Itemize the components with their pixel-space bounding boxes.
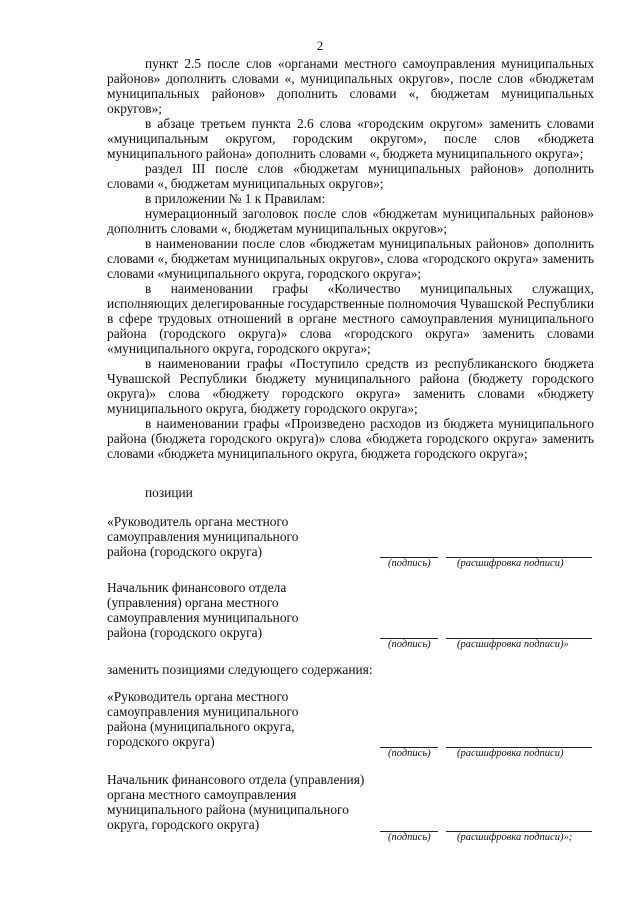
paragraph: пункт 2.5 после слов «органами местного самоуправления муниципальных районов» дополнить словами «, муниципальных округов», после слов «бюджетам муниципальных районов» дополнить словами «, бюджетам муниципальных округов»; <box>107 56 594 116</box>
page-number: 2 <box>316 38 324 53</box>
paragraph: в приложении № 1 к Правилам: <box>145 191 326 206</box>
position-line: района (муниципального округа, <box>107 719 295 734</box>
decoding-caption: (расшифровка подписи)»; <box>457 832 573 843</box>
paragraph: в наименовании графы «Произведено расходов из бюджета муниципального района (бюджета городского округа)» слова «бюджета городского округа» заменить словами «бюджета муниципального округа, бюджета городского округа»; <box>107 416 594 461</box>
position-line: городского округа) <box>107 734 215 749</box>
old-head-position <box>107 514 298 559</box>
replace-instruction: заменить позициями следующего содержания: <box>107 662 373 677</box>
paragraph: в наименовании графы «Поступило средств из республиканского бюджета Чувашской Республики бюджету муниципального района (бюджету городского округа)» слова «бюджету городского округа» заменить словами «бюджету муниципального округа, бюджету городского округа»; <box>107 356 594 416</box>
new-finance-position <box>107 772 364 832</box>
signature-caption: (подпись) <box>388 558 431 569</box>
positions-word: позиции <box>145 485 193 500</box>
old-finance-position <box>107 580 298 640</box>
paragraph: в абзаце третьем пункта 2.6 слова «городским округом» заменить словами «муниципальным округом, городским округом», после слов «бюджета муниципального района» дополнить словами «, бюджета муниципального округа»; <box>107 116 594 161</box>
position-line: самоуправления муниципального <box>107 704 299 719</box>
decoding-caption: (расшифровка подписи) <box>457 748 564 759</box>
position-line: самоуправления муниципального <box>107 529 299 544</box>
signature-caption: (подпись) <box>388 832 431 843</box>
paragraph: нумерационный заголовок после слов «бюджетам муниципальных районов» дополнить словами «, бюджетам муниципальных округов»; <box>107 206 594 236</box>
position-line: района (городского округа) <box>107 544 263 559</box>
position-line: Начальник финансового отдела <box>107 580 287 595</box>
paragraph: в наименовании графы «Количество муниципальных служащих, исполняющих делегированные государственные полномочия Чувашской Республики в сфере трудовых отношений в органе местного самоуправления муниципального района (городского округа)» слова «городского округа» заменить словами «муниципального округа, городского округа»; <box>107 281 594 356</box>
new-head-position <box>107 689 298 749</box>
decoding-caption: (расшифровка подписи) <box>457 558 564 569</box>
amendment-text <box>107 56 594 461</box>
position-line: органа местного самоуправления <box>107 787 297 802</box>
paragraph: в наименовании после слов «бюджетам муниципальных районов» дополнить словами «, бюджетам муниципальных округов», слова «городского округа» заменить словами «муниципального округа, городского округа»; <box>107 236 594 281</box>
position-line: округа, городского округа) <box>107 817 260 832</box>
position-line: Начальник финансового отдела (управления) <box>107 772 365 787</box>
decoding-caption: (расшифровка подписи)» <box>457 639 569 650</box>
position-line: района (городского округа) <box>107 625 263 640</box>
position-line: «Руководитель органа местного <box>107 689 289 704</box>
position-line: (управления) органа местного <box>107 595 279 610</box>
signature-caption: (подпись) <box>388 748 431 759</box>
signature-caption: (подпись) <box>388 639 431 650</box>
position-line: «Руководитель органа местного <box>107 514 289 529</box>
position-line: самоуправления муниципального <box>107 610 299 625</box>
position-line: муниципального района (муниципального <box>107 802 349 817</box>
paragraph: раздел III после слов «бюджетам муниципальных районов» дополнить словами «, бюджетам муниципальных округов»; <box>107 161 594 191</box>
